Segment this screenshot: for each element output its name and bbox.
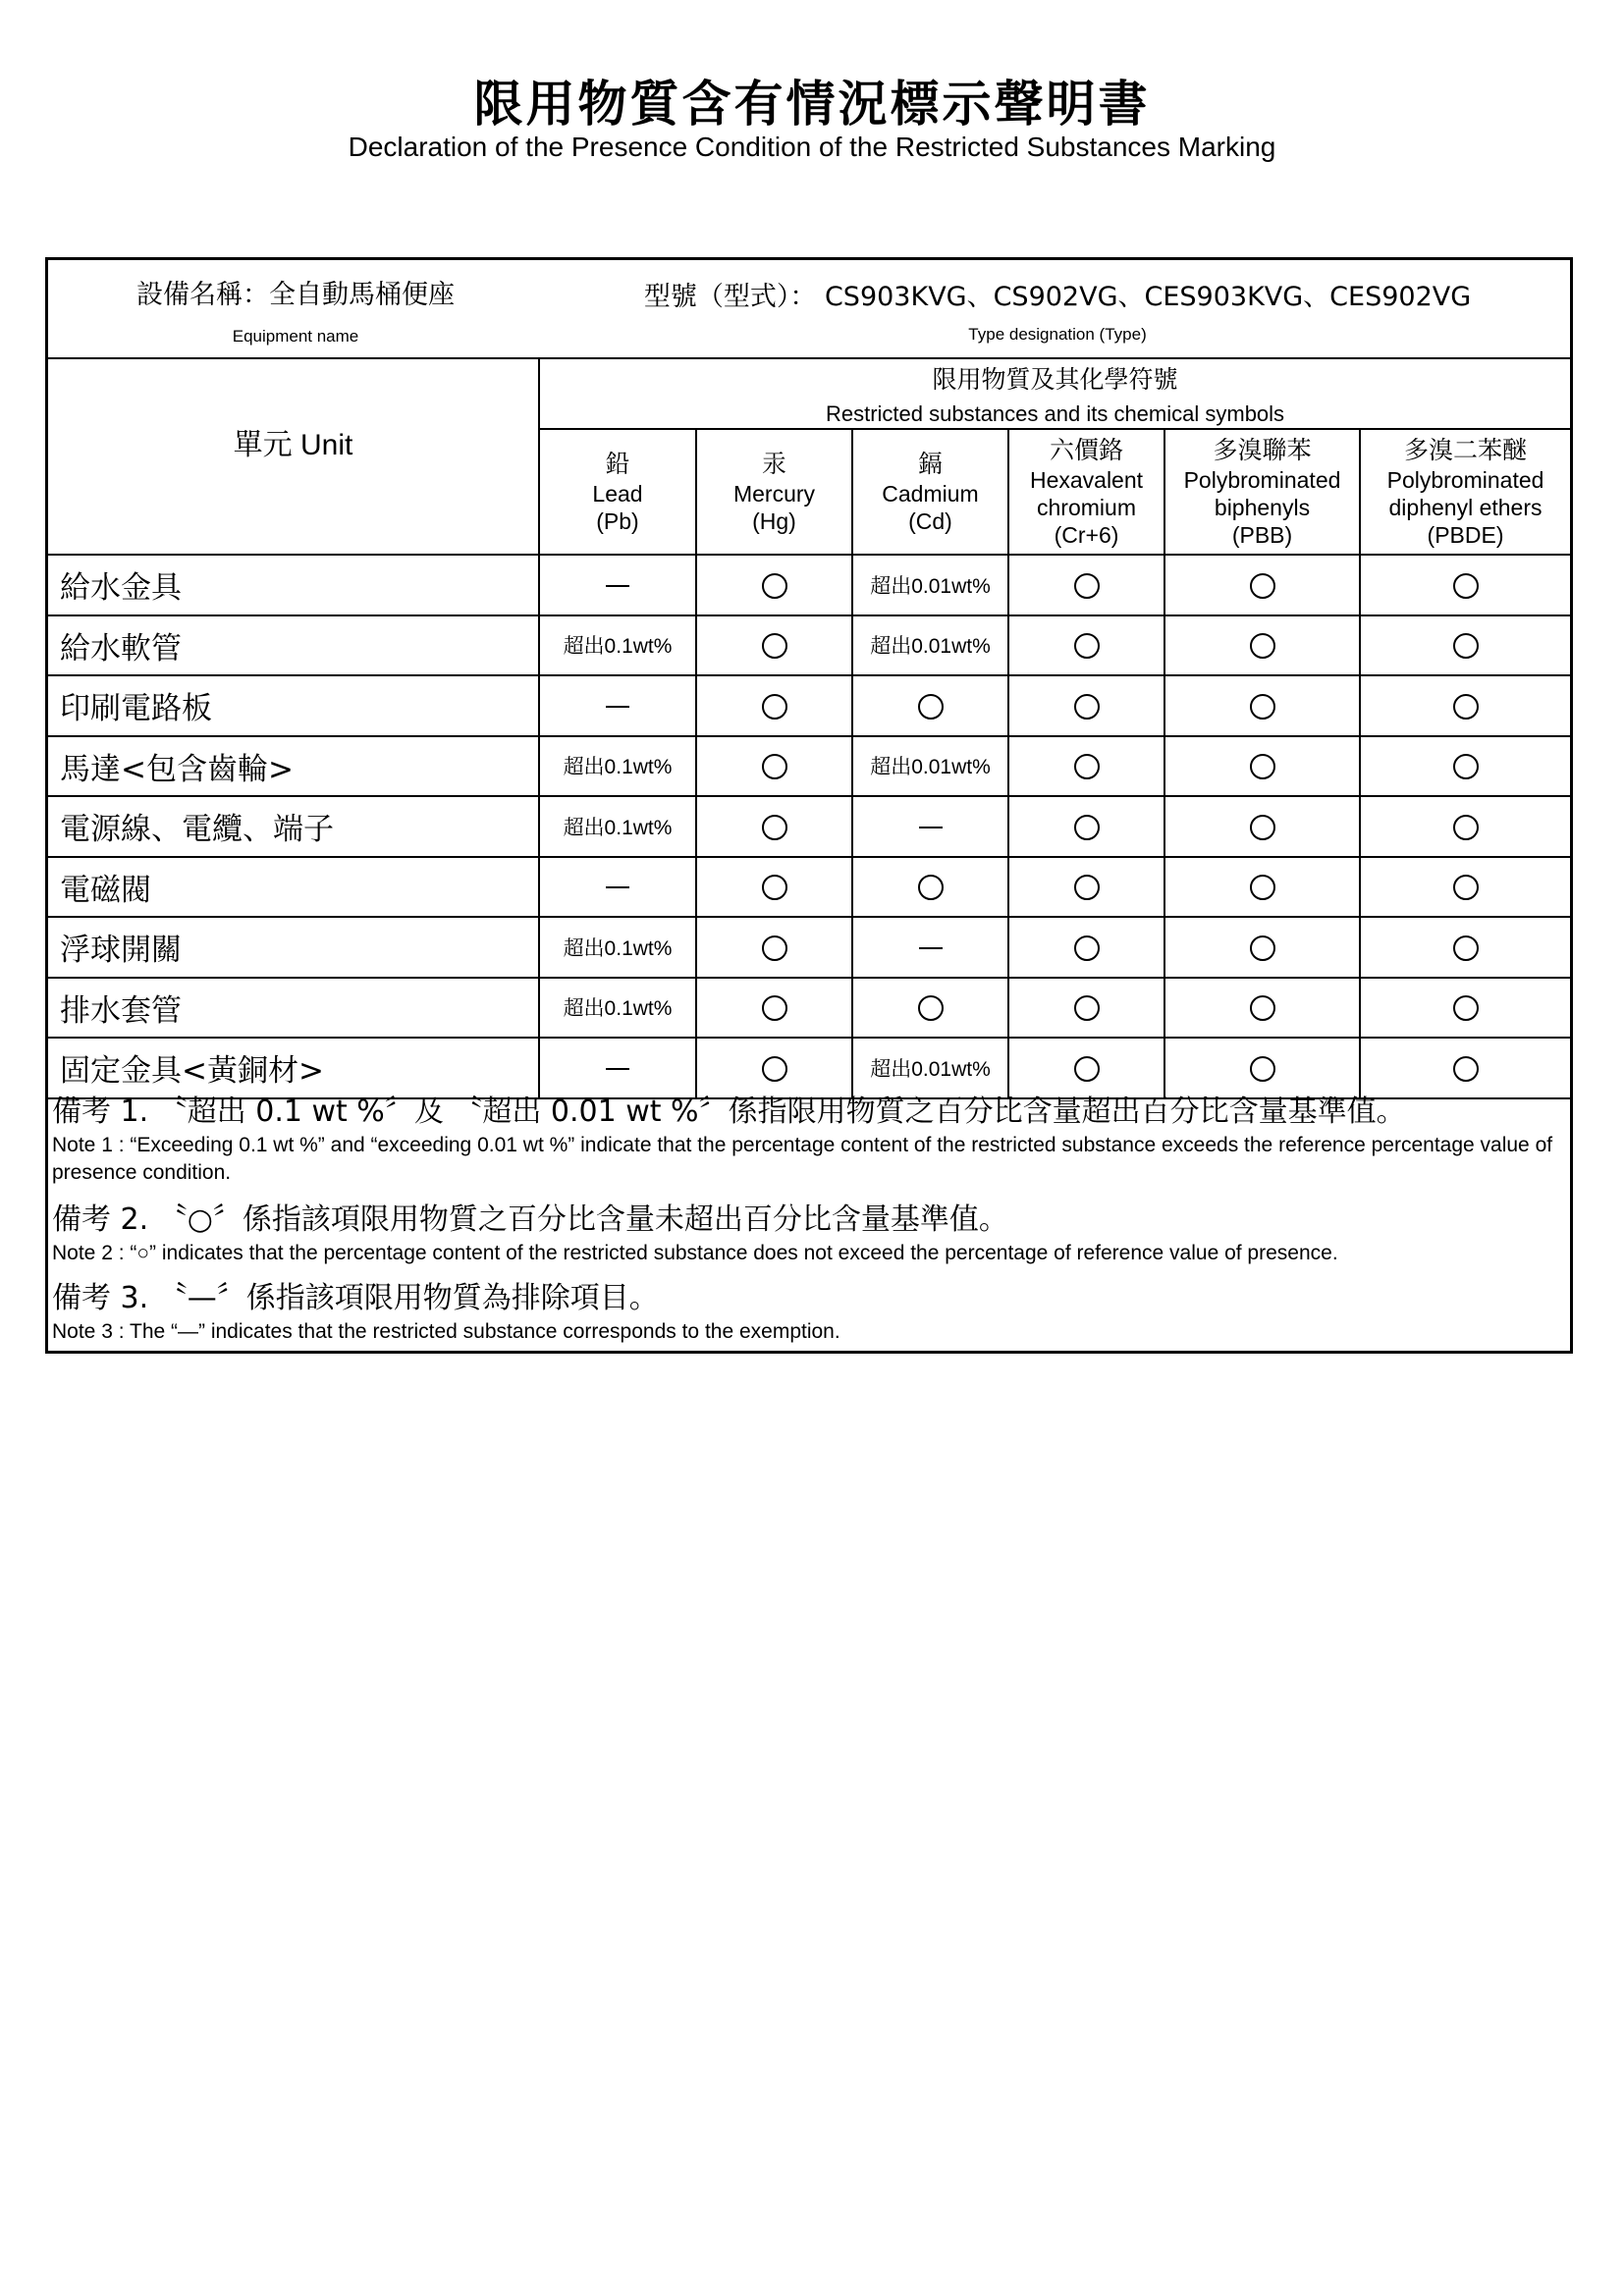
- cell-exceeding: 超出0.1wt%: [539, 917, 696, 978]
- circle-mark-icon: [762, 875, 787, 900]
- column-en: Hexavalent: [1029, 467, 1144, 493]
- cell-exemption: [852, 917, 1008, 978]
- dash-mark-icon: [919, 947, 943, 949]
- column-en: Polybrominated: [1386, 467, 1544, 493]
- cell-below-threshold: [1164, 675, 1360, 736]
- restricted-header-row: [48, 358, 1570, 429]
- circle-mark-icon: [1074, 815, 1100, 840]
- note-2-zh: 備考 2. 〝○〞係指該項限用物質之百分比含量未超出百分比含量基準值。: [52, 1202, 1008, 1237]
- note-2-en: Note 2 : “○” indicates that the percentage content of the restricted substance does not exceed the percentage of reference value of presence.: [52, 1242, 1338, 1264]
- cell-below-threshold: [1164, 917, 1360, 978]
- circle-mark-icon: [1453, 573, 1479, 599]
- dash-mark-icon: [919, 827, 943, 828]
- circle-mark-icon: [1453, 935, 1479, 961]
- unit-name: 固定金具<黃銅材>: [48, 1038, 539, 1098]
- cell-below-threshold: [1008, 736, 1164, 797]
- note-1-en: Note 1 : “Exceeding 0.1 wt %” and “exceeding 0.01 wt %” indicate that the percentage content of the restricted substance exceeds the reference percentage value of presence condition.: [52, 1134, 1553, 1184]
- unit-name: 排水套管: [48, 978, 539, 1039]
- dash-mark-icon: [606, 886, 629, 888]
- circle-mark-icon: [762, 694, 787, 720]
- table-row: [48, 857, 1570, 918]
- column-en2: chromium: [1037, 495, 1136, 520]
- circle-mark-icon: [918, 995, 944, 1021]
- cell-below-threshold: [696, 675, 852, 736]
- cell-below-threshold: [696, 555, 852, 615]
- unit-name: 馬達<包含齒輪>: [48, 736, 539, 797]
- equipment-name-cell: [48, 260, 539, 358]
- cell-below-threshold: [1008, 857, 1164, 918]
- cell-below-threshold: [1008, 615, 1164, 676]
- column-zh: 鉛: [605, 450, 630, 478]
- table-row: [48, 736, 1570, 797]
- circle-mark-icon: [762, 995, 787, 1021]
- table-row: [48, 917, 1570, 978]
- cell-below-threshold: [1360, 555, 1570, 615]
- cell-exceeding: 超出0.1wt%: [539, 615, 696, 676]
- column-hexavalent-chromium: [1008, 429, 1164, 555]
- cell-below-threshold: [1008, 675, 1164, 736]
- circle-mark-icon: [1250, 633, 1275, 659]
- cell-exceeding: 超出0.01wt%: [852, 615, 1008, 676]
- cell-below-threshold: [852, 857, 1008, 918]
- circle-mark-icon: [762, 815, 787, 840]
- cell-exemption: [852, 796, 1008, 857]
- cell-exceeding: 超出0.1wt%: [539, 978, 696, 1039]
- column-en: Cadmium: [882, 481, 979, 507]
- circle-mark-icon: [1453, 815, 1479, 840]
- unit-header: 單元 Unit: [48, 358, 539, 555]
- cell-below-threshold: [1360, 736, 1570, 797]
- circle-mark-icon: [918, 875, 944, 900]
- cell-below-threshold: [1008, 917, 1164, 978]
- cell-exemption: [539, 1038, 696, 1098]
- cell-exemption: [539, 675, 696, 736]
- cell-below-threshold: [1008, 978, 1164, 1039]
- column-en2: diphenyl ethers: [1388, 495, 1543, 520]
- cell-exceeding: 超出0.01wt%: [852, 736, 1008, 797]
- column-symbol: (Pb): [596, 508, 639, 534]
- column-symbol: (Cd): [908, 508, 952, 534]
- column-zh: 六價鉻: [1049, 436, 1123, 464]
- table-row: [48, 1038, 1570, 1098]
- unit-name: 電磁閥: [48, 857, 539, 918]
- note-3-zh: 備考 3. 〝—〞係指該項限用物質為排除項目。: [52, 1281, 659, 1315]
- circle-mark-icon: [1250, 1056, 1275, 1082]
- cell-below-threshold: [1008, 1038, 1164, 1098]
- cell-below-threshold: [1360, 675, 1570, 736]
- cell-below-threshold: [1360, 615, 1570, 676]
- equipment-header-row: [48, 260, 1570, 358]
- unit-name: 給水金具: [48, 555, 539, 615]
- cell-exemption: [539, 555, 696, 615]
- circle-mark-icon: [1074, 573, 1100, 599]
- type-designation-cell: [539, 260, 1570, 358]
- circle-mark-icon: [762, 573, 787, 599]
- circle-mark-icon: [1250, 935, 1275, 961]
- cell-below-threshold: [1360, 857, 1570, 918]
- table-row: [48, 555, 1570, 615]
- cell-below-threshold: [1360, 1038, 1570, 1098]
- circle-mark-icon: [1453, 633, 1479, 659]
- circle-mark-icon: [762, 935, 787, 961]
- cell-below-threshold: [1008, 796, 1164, 857]
- cell-exceeding: 超出0.1wt%: [539, 736, 696, 797]
- table-body: [48, 555, 1570, 1098]
- circle-mark-icon: [918, 694, 944, 720]
- note-3-en: Note 3 : The “—” indicates that the restricted substance corresponds to the exemption.: [52, 1320, 840, 1343]
- dash-mark-icon: [606, 1068, 629, 1070]
- cell-below-threshold: [1164, 615, 1360, 676]
- circle-mark-icon: [1074, 754, 1100, 779]
- cell-below-threshold: [696, 796, 852, 857]
- table-row: [48, 615, 1570, 676]
- dash-mark-icon: [606, 585, 629, 587]
- column-symbol: (PBB): [1231, 522, 1293, 548]
- cell-below-threshold: [1360, 796, 1570, 857]
- circle-mark-icon: [762, 1056, 787, 1082]
- cell-below-threshold: [1360, 978, 1570, 1039]
- unit-name: 給水軟管: [48, 615, 539, 676]
- column-pbb: [1164, 429, 1360, 555]
- cell-below-threshold: [696, 1038, 852, 1098]
- circle-mark-icon: [1074, 875, 1100, 900]
- equipment-name-zh: 設備名稱：全自動馬桶便座: [136, 280, 455, 310]
- circle-mark-icon: [1250, 995, 1275, 1021]
- column-mercury: [696, 429, 852, 555]
- note-1-zh: 備考 1. 〝超出 0.1 wt %〞及 〝超出 0.01 wt %〞係指限用物質之百分比含量超出百分比含量基準值。: [52, 1095, 1406, 1129]
- circle-mark-icon: [1074, 995, 1100, 1021]
- equipment-name-en: Equipment name: [232, 327, 359, 346]
- circle-mark-icon: [1453, 694, 1479, 720]
- column-symbol: (Hg): [752, 508, 796, 534]
- cell-below-threshold: [1164, 555, 1360, 615]
- column-en: Polybrominated: [1183, 467, 1341, 493]
- restricted-substances-table: [48, 260, 1570, 1099]
- circle-mark-icon: [1453, 1056, 1479, 1082]
- circle-mark-icon: [1250, 875, 1275, 900]
- table-row: [48, 978, 1570, 1039]
- declaration-sheet: [45, 257, 1573, 1354]
- circle-mark-icon: [1453, 875, 1479, 900]
- column-zh: 鎘: [917, 450, 943, 478]
- cell-below-threshold: [1164, 796, 1360, 857]
- unit-name: 印刷電路板: [48, 675, 539, 736]
- cell-exceeding: 超出0.01wt%: [852, 555, 1008, 615]
- cell-below-threshold: [696, 857, 852, 918]
- circle-mark-icon: [1250, 815, 1275, 840]
- circle-mark-icon: [1250, 573, 1275, 599]
- column-symbol: (PBDE): [1427, 522, 1504, 548]
- unit-name: 浮球開關: [48, 917, 539, 978]
- document-title: 限用物質含有情況標示聲明書: [473, 76, 1151, 133]
- dash-mark-icon: [606, 706, 629, 708]
- type-designation-en: Type designation (Type): [968, 325, 1147, 344]
- cell-below-threshold: [1008, 555, 1164, 615]
- column-en: Mercury: [732, 481, 816, 507]
- column-cadmium: [852, 429, 1008, 555]
- table-row: [48, 675, 1570, 736]
- column-en: Lead: [592, 481, 643, 507]
- circle-mark-icon: [1250, 694, 1275, 720]
- cell-below-threshold: [1164, 857, 1360, 918]
- cell-exemption: [539, 857, 696, 918]
- circle-mark-icon: [1074, 633, 1100, 659]
- cell-below-threshold: [1164, 1038, 1360, 1098]
- circle-mark-icon: [762, 754, 787, 779]
- cell-below-threshold: [1360, 917, 1570, 978]
- table-row: [48, 796, 1570, 857]
- circle-mark-icon: [1074, 935, 1100, 961]
- circle-mark-icon: [1074, 1056, 1100, 1082]
- cell-below-threshold: [852, 978, 1008, 1039]
- circle-mark-icon: [1250, 754, 1275, 779]
- column-lead: [539, 429, 696, 555]
- type-designation-zh: 型號（型式）： CS903KVG、CS902VG、CES903KVG、CES902VG: [643, 282, 1472, 312]
- cell-below-threshold: [1164, 736, 1360, 797]
- circle-mark-icon: [1074, 694, 1100, 720]
- restricted-substances-header: [539, 358, 1570, 429]
- restricted-substances-zh: 限用物質及其化學符號: [932, 365, 1178, 394]
- circle-mark-icon: [762, 633, 787, 659]
- cell-below-threshold: [696, 978, 852, 1039]
- cell-below-threshold: [852, 675, 1008, 736]
- cell-exceeding: 超出0.1wt%: [539, 796, 696, 857]
- column-pbde: [1360, 429, 1570, 555]
- column-symbol: (Cr+6): [1054, 522, 1119, 548]
- column-en2: biphenyls: [1214, 495, 1311, 520]
- circle-mark-icon: [1453, 995, 1479, 1021]
- circle-mark-icon: [1453, 754, 1479, 779]
- cell-below-threshold: [696, 736, 852, 797]
- cell-exceeding: 超出0.01wt%: [852, 1038, 1008, 1098]
- column-zh: 多溴二苯醚: [1404, 436, 1528, 464]
- restricted-substances-en: Restricted substances and its chemical symbols: [825, 401, 1285, 426]
- column-zh: 汞: [761, 450, 786, 478]
- cell-below-threshold: [696, 917, 852, 978]
- column-zh: 多溴聯苯: [1213, 436, 1312, 464]
- document-subtitle: Declaration of the Presence Condition of the Restricted Substances Marking: [348, 132, 1276, 162]
- cell-below-threshold: [1164, 978, 1360, 1039]
- cell-below-threshold: [696, 615, 852, 676]
- unit-name: 電源線、電纜、端子: [48, 796, 539, 857]
